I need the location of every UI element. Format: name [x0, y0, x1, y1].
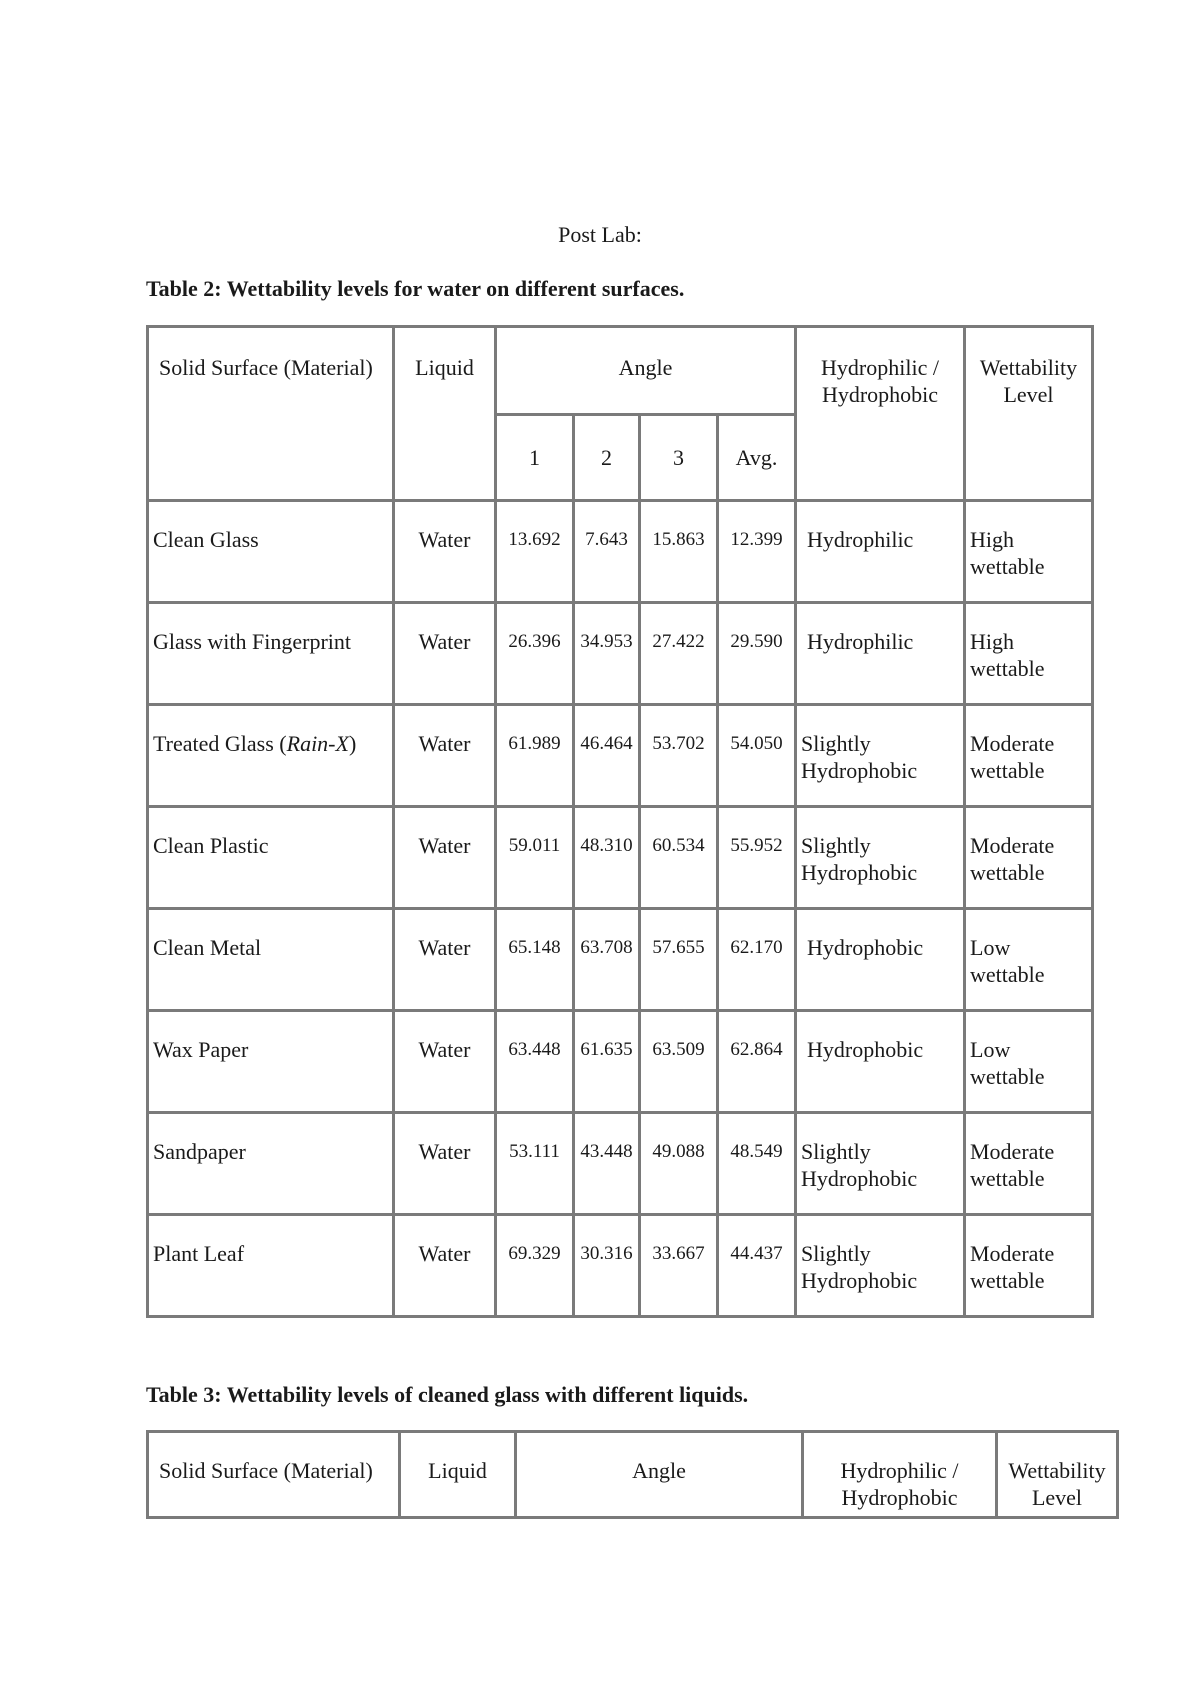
table-2-caption: Table 2: Wettability levels for water on different surfaces.	[146, 276, 685, 301]
cell-angle-2: 61.635	[574, 1011, 640, 1113]
cell-angle-avg: 55.952	[718, 807, 796, 909]
cell-hydro: Hydrophobic	[796, 1011, 965, 1113]
table-2	[146, 325, 1094, 1318]
cell-liquid: Water	[394, 501, 496, 603]
header-hydrophilic-hydrophobic: Hydrophilic / Hydrophobic	[796, 327, 965, 501]
cell-wettability: High wettable	[965, 603, 1093, 705]
table-3-caption: Table 3: Wettability levels of cleaned glass with different liquids.	[146, 1382, 749, 1407]
cell-liquid: Water	[394, 1011, 496, 1113]
cell-angle-avg: 62.170	[718, 909, 796, 1011]
cell-angle-3: 57.655	[640, 909, 718, 1011]
cell-angle-avg: 12.399	[718, 501, 796, 603]
header-wettability-level: Wettability Level	[965, 327, 1093, 501]
cell-angle-avg: 62.864	[718, 1011, 796, 1113]
cell-angle-1: 61.989	[496, 705, 574, 807]
cell-angle-1: 69.329	[496, 1215, 574, 1317]
header-liquid: Liquid	[394, 327, 496, 501]
cell-liquid: Water	[394, 1113, 496, 1215]
cell-angle-2: 7.643	[574, 501, 640, 603]
cell-angle-2: 43.448	[574, 1113, 640, 1215]
cell-wettability: Moderate wettable	[965, 705, 1093, 807]
cell-liquid: Water	[394, 1215, 496, 1317]
cell-wettability: Low wettable	[965, 1011, 1093, 1113]
cell-hydro: Hydrophilic	[796, 603, 965, 705]
cell-wettability: Moderate wettable	[965, 1113, 1093, 1215]
cell-angle-avg: 29.590	[718, 603, 796, 705]
table-row	[148, 1011, 1093, 1113]
cell-angle-3: 53.702	[640, 705, 718, 807]
cell-angle-3: 33.667	[640, 1215, 718, 1317]
cell-angle-3: 49.088	[640, 1113, 718, 1215]
cell-angle-3: 15.863	[640, 501, 718, 603]
cell-surface: Wax Paper	[148, 1011, 394, 1113]
table-row	[148, 1113, 1093, 1215]
cell-angle-1: 63.448	[496, 1011, 574, 1113]
cell-surface: Plant Leaf	[148, 1215, 394, 1317]
cell-hydro: Slightly Hydrophobic	[796, 807, 965, 909]
cell-surface: Sandpaper	[148, 1113, 394, 1215]
cell-hydro: Slightly Hydrophobic	[796, 1215, 965, 1317]
cell-angle-avg: 54.050	[718, 705, 796, 807]
table-2-header-row	[148, 327, 1093, 415]
cell-angle-2: 30.316	[574, 1215, 640, 1317]
header-surface: Solid Surface (Material)	[148, 1432, 400, 1518]
cell-liquid: Water	[394, 705, 496, 807]
cell-surface: Clean Glass	[148, 501, 394, 603]
table-row	[148, 705, 1093, 807]
cell-liquid: Water	[394, 909, 496, 1011]
cell-hydro: Slightly Hydrophobic	[796, 705, 965, 807]
page-heading: Post Lab:	[558, 222, 642, 247]
cell-angle-3: 63.509	[640, 1011, 718, 1113]
header-liquid: Liquid	[400, 1432, 516, 1518]
cell-angle-1: 59.011	[496, 807, 574, 909]
cell-wettability: Moderate wettable	[965, 1215, 1093, 1317]
cell-wettability: Low wettable	[965, 909, 1093, 1011]
header-angle-avg: Avg.	[718, 415, 796, 501]
cell-angle-avg: 44.437	[718, 1215, 796, 1317]
header-angle-1: 1	[496, 415, 574, 501]
cell-angle-2: 34.953	[574, 603, 640, 705]
cell-angle-1: 53.111	[496, 1113, 574, 1215]
cell-surface: Clean Metal	[148, 909, 394, 1011]
cell-surface: Glass with Fingerprint	[148, 603, 394, 705]
cell-angle-3: 60.534	[640, 807, 718, 909]
cell-surface: Treated Glass (Rain-X)	[148, 705, 394, 807]
cell-hydro: Hydrophilic	[796, 501, 965, 603]
cell-wettability: High wettable	[965, 501, 1093, 603]
cell-liquid: Water	[394, 807, 496, 909]
cell-angle-avg: 48.549	[718, 1113, 796, 1215]
cell-liquid: Water	[394, 603, 496, 705]
cell-angle-2: 46.464	[574, 705, 640, 807]
cell-hydro: Hydrophobic	[796, 909, 965, 1011]
table-row	[148, 1215, 1093, 1317]
table-3-header-row	[148, 1432, 1118, 1518]
cell-angle-1: 13.692	[496, 501, 574, 603]
cell-surface: Clean Plastic	[148, 807, 394, 909]
header-angle-2: 2	[574, 415, 640, 501]
cell-angle-3: 27.422	[640, 603, 718, 705]
cell-hydro: Slightly Hydrophobic	[796, 1113, 965, 1215]
cell-angle-2: 48.310	[574, 807, 640, 909]
table-3	[146, 1430, 1119, 1519]
table-row	[148, 807, 1093, 909]
table-row	[148, 909, 1093, 1011]
header-angle: Angle	[516, 1432, 803, 1518]
table-row	[148, 603, 1093, 705]
header-surface: Solid Surface (Material)	[148, 327, 394, 501]
header-angle: Angle	[496, 327, 796, 415]
cell-angle-2: 63.708	[574, 909, 640, 1011]
cell-wettability: Moderate wettable	[965, 807, 1093, 909]
header-angle-3: 3	[640, 415, 718, 501]
header-wettability-level: Wettability Level	[997, 1432, 1118, 1518]
cell-angle-1: 65.148	[496, 909, 574, 1011]
cell-angle-1: 26.396	[496, 603, 574, 705]
header-hydrophilic-hydrophobic: Hydrophilic / Hydrophobic	[803, 1432, 997, 1518]
table-row	[148, 501, 1093, 603]
